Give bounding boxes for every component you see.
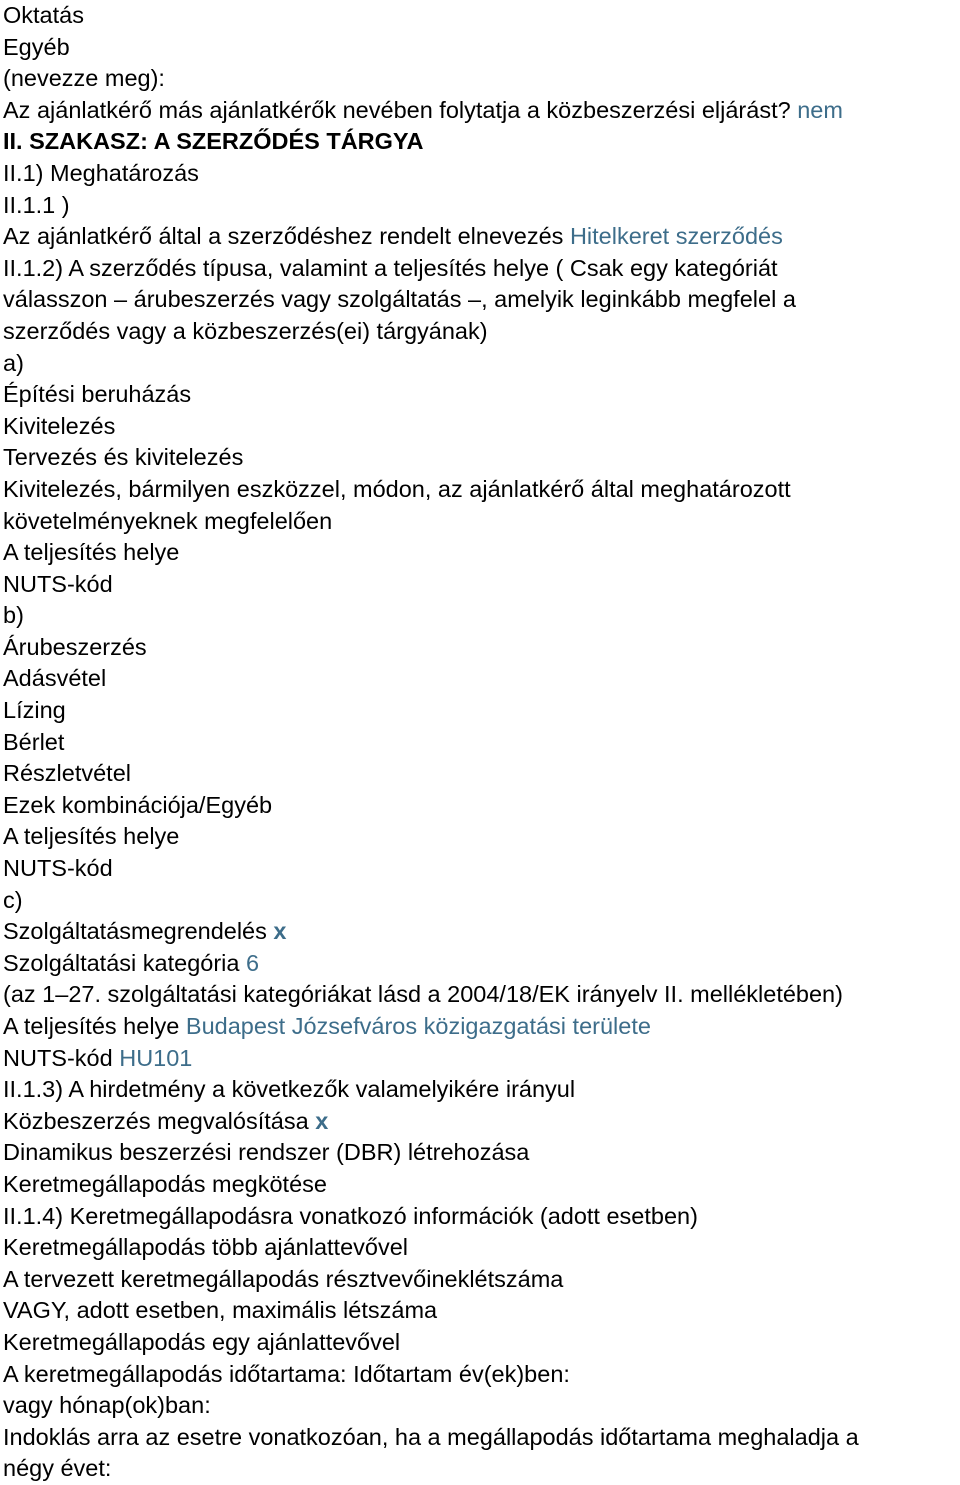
text: Egyéb	[3, 33, 70, 60]
field-nuts-kod-a	[3, 569, 960, 601]
line-szerzodes-tipusa-2	[3, 284, 960, 316]
option-kivitelezes	[3, 411, 960, 443]
option-group-a	[3, 348, 960, 380]
section-heading	[3, 126, 960, 158]
option-group-c	[3, 885, 960, 917]
text: Indoklás arra az esetre vonatkozóan, ha a megállapodás időtartama meghaladja a	[3, 1423, 859, 1450]
text: Oktatás	[3, 2, 84, 28]
option-berlet	[3, 727, 960, 759]
field-indoklas-2	[3, 1453, 960, 1485]
option-label: Szolgáltatásmegrendelés	[3, 918, 267, 945]
text: VAGY, adott esetben, maximális létszáma	[3, 1297, 438, 1324]
text: Adásvétel	[3, 665, 107, 692]
text: II.1.3) A hirdetmény a következők valamelyikére irányul	[3, 1076, 576, 1103]
answer-value: nem	[797, 96, 843, 123]
text: Lízing	[3, 697, 66, 724]
field-teljesites-helye-c	[3, 1011, 960, 1043]
text: négy évet:	[3, 1455, 112, 1482]
text: (nevezze meg):	[3, 65, 165, 92]
option-tobb-ajanlattevo	[3, 1232, 960, 1264]
text: b)	[3, 602, 24, 629]
field-indoklas-1	[3, 1422, 960, 1454]
option-kozbeszerzes-megvalositasa	[3, 1106, 960, 1138]
text: Kivitelezés, bármilyen eszközzel, módon, az ajánlatkérő által meghatározott	[3, 475, 791, 502]
question-label: Az ajánlatkérő más ajánlatkérők nevében folytatja a közbeszerzési eljárást?	[3, 96, 791, 123]
text: Ezek kombinációja/Egyéb	[3, 791, 273, 818]
field-value: 6	[245, 949, 260, 976]
field-label: Szolgáltatási kategória	[3, 949, 240, 976]
field-idotartam-ev	[3, 1359, 960, 1391]
field-label: NUTS-kód	[3, 1044, 113, 1071]
option-szolgaltatasmegrendeles	[3, 916, 960, 948]
option-dbr	[3, 1137, 960, 1169]
selected-mark: x	[273, 918, 287, 945]
text: a)	[3, 349, 24, 376]
field-teljesites-helye-b	[3, 821, 960, 853]
line-szerzodes-tipusa-3	[3, 316, 960, 348]
text: Keretmegállapodás megkötése	[3, 1170, 327, 1197]
selected-mark: x	[315, 1107, 329, 1134]
subsection-keretmegallapodas-info	[3, 1201, 960, 1233]
text: II.1.1 )	[3, 191, 70, 218]
text: Tervezés és kivitelezés	[3, 444, 244, 471]
text: Keretmegállapodás több ajánlattevővel	[3, 1234, 408, 1261]
text: A teljesítés helye	[3, 539, 180, 566]
text: Bérlet	[3, 728, 65, 755]
field-label: A teljesítés helye	[3, 1013, 180, 1039]
note-kategoriak	[3, 979, 960, 1011]
field-value: Hitelkeret szerződés	[569, 223, 783, 250]
field-label: Az ajánlatkérő által a szerződéshez rendelt elnevezés	[3, 223, 564, 250]
subsection-number	[3, 190, 960, 222]
text: NUTS-kód	[3, 855, 113, 882]
text: Dinamikus beszerzési rendszer (DBR) létrehozása	[3, 1139, 530, 1166]
text: II.1.4) Keretmegállapodásra vonatkozó információk (adott esetben)	[3, 1202, 698, 1229]
field-szolgaltatasi-kategoria	[3, 948, 960, 980]
subsection-heading	[3, 158, 960, 190]
text: vagy hónap(ok)ban:	[3, 1392, 211, 1419]
text: Kivitelezés	[3, 412, 116, 439]
field-value: Budapest Józsefváros közigazgatási területe	[185, 1013, 651, 1039]
text: Építési beruházás	[3, 381, 192, 408]
line-elnevezes	[3, 221, 960, 253]
option-tervezes-kivitelezes	[3, 442, 960, 474]
field-idotartam-honap	[3, 1390, 960, 1422]
text: c)	[3, 886, 23, 913]
line-nevezze-meg	[3, 63, 960, 95]
text: II.1.2) A szerződés típusa, valamint a teljesítés helye ( Csak egy kategóriát	[3, 254, 778, 281]
text: A teljesítés helye	[3, 823, 180, 850]
field-value: HU101	[119, 1044, 193, 1071]
subsection-hirdetmeny	[3, 1074, 960, 1106]
option-lizing	[3, 695, 960, 727]
line-egyeb	[3, 32, 960, 64]
text: Keretmegállapodás egy ajánlattevővel	[3, 1328, 401, 1355]
line-szerzodes-tipusa-1	[3, 253, 960, 285]
line-mas-ajanlatkerok	[3, 95, 960, 127]
field-teljesites-helye-a	[3, 537, 960, 569]
text: A keretmegállapodás időtartama: Időtartam év(ek)ben:	[3, 1360, 570, 1387]
option-group-b	[3, 600, 960, 632]
option-epitesi-beruhazas	[3, 379, 960, 411]
field-resztvevok-letszama	[3, 1264, 960, 1296]
field-nuts-kod-c	[3, 1043, 960, 1075]
option-kivitelezes-barmilyen-2	[3, 506, 960, 538]
option-kivitelezes-barmilyen-1	[3, 474, 960, 506]
option-egy-ajanlattevo	[3, 1327, 960, 1359]
text: (az 1–27. szolgáltatási kategóriákat lásd a 2004/18/EK irányelv II. mellékletében)	[3, 981, 843, 1008]
option-label: Közbeszerzés megvalósítása	[3, 1107, 309, 1134]
option-adasvetel	[3, 663, 960, 695]
text: NUTS-kód	[3, 570, 113, 597]
text: szerződés vagy a közbeszerzés(ei) tárgyának)	[3, 317, 488, 344]
text: II.1) Meghatározás	[3, 159, 199, 186]
text: követelményeknek megfelelően	[3, 507, 333, 534]
text: Részletvétel	[3, 760, 131, 787]
option-reszletvetel	[3, 758, 960, 790]
field-maximalis-letszam	[3, 1295, 960, 1327]
text: A tervezett keretmegállapodás résztvevőineklétszáma	[3, 1265, 564, 1292]
option-keretmegallapodas-megkotese	[3, 1169, 960, 1201]
line-oktatas	[3, 0, 960, 32]
option-arubeszerzes	[3, 632, 960, 664]
field-nuts-kod-b	[3, 853, 960, 885]
heading-text: II. SZAKASZ: A SZERZŐDÉS TÁRGYA	[3, 128, 424, 155]
text: Árubeszerzés	[3, 633, 147, 660]
option-kombinacio-egyeb	[3, 790, 960, 822]
text: válasszon – árubeszerzés vagy szolgáltatás –, amelyik leginkább megfelel a	[3, 286, 796, 313]
